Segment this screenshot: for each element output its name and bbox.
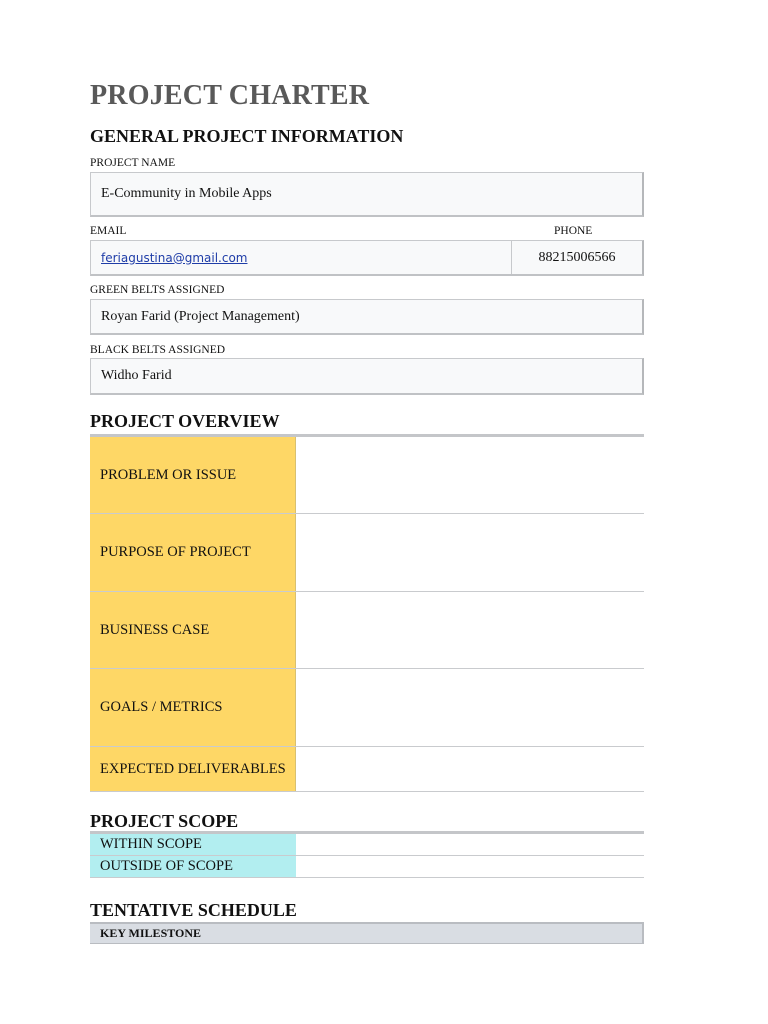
scope-row-within [90,834,644,856]
project-scope-heading: PROJECT SCOPE [90,811,239,831]
overview-label: BUSINESS CASE [90,592,296,668]
overview-value-cell[interactable] [296,592,644,668]
overview-value-cell[interactable] [296,514,644,591]
phone-field[interactable] [512,241,642,274]
project-scope-table [90,831,644,878]
project-overview-heading: PROJECT OVERVIEW [90,411,280,431]
overview-label: EXPECTED DELIVERABLES [90,747,296,791]
project-name-value: E-Community in Mobile Apps [101,186,272,201]
project-name-field[interactable] [90,172,644,217]
key-milestone-header [90,922,644,944]
black-belts-field[interactable] [90,358,644,395]
overview-row-deliverables [90,747,644,792]
overview-value-cell[interactable] [296,747,644,791]
tentative-schedule-heading: TENTATIVE SCHEDULE [90,900,297,920]
scope-value-cell[interactable] [296,834,644,855]
overview-value-cell[interactable] [296,437,644,513]
project-name-label: PROJECT NAME [90,157,176,169]
green-belts-value: Royan Farid (Project Management) [101,308,300,324]
email-field[interactable] [91,241,512,274]
overview-label: GOALS / METRICS [90,669,296,746]
page-title: PROJECT CHARTER [90,80,370,111]
overview-row-problem [90,437,644,514]
contact-row [90,240,644,276]
overview-value-cell[interactable] [296,669,644,746]
overview-row-purpose [90,514,644,592]
green-belts-field[interactable] [90,299,644,335]
overview-row-business-case [90,592,644,669]
general-info-heading: GENERAL PROJECT INFORMATION [90,126,404,146]
scope-label: WITHIN SCOPE [90,834,296,855]
phone-value: 88215006566 [538,249,616,265]
overview-label: PURPOSE OF PROJECT [90,514,296,591]
scope-row-outside [90,856,644,878]
black-belts-value: Widho Farid [101,368,172,383]
email-label: EMAIL [90,225,127,237]
scope-value-cell[interactable] [296,856,644,877]
project-overview-table [90,434,644,792]
email-link[interactable]: feriagustina@gmail.com [101,250,248,265]
overview-label: PROBLEM OR ISSUE [90,437,296,513]
black-belts-label: BLACK BELTS ASSIGNED [90,344,226,356]
overview-row-goals [90,669,644,747]
green-belts-label: GREEN BELTS ASSIGNED [90,284,225,296]
phone-label: PHONE [554,225,593,237]
key-milestone-label: KEY MILESTONE [100,926,202,940]
scope-label: OUTSIDE OF SCOPE [90,856,296,877]
